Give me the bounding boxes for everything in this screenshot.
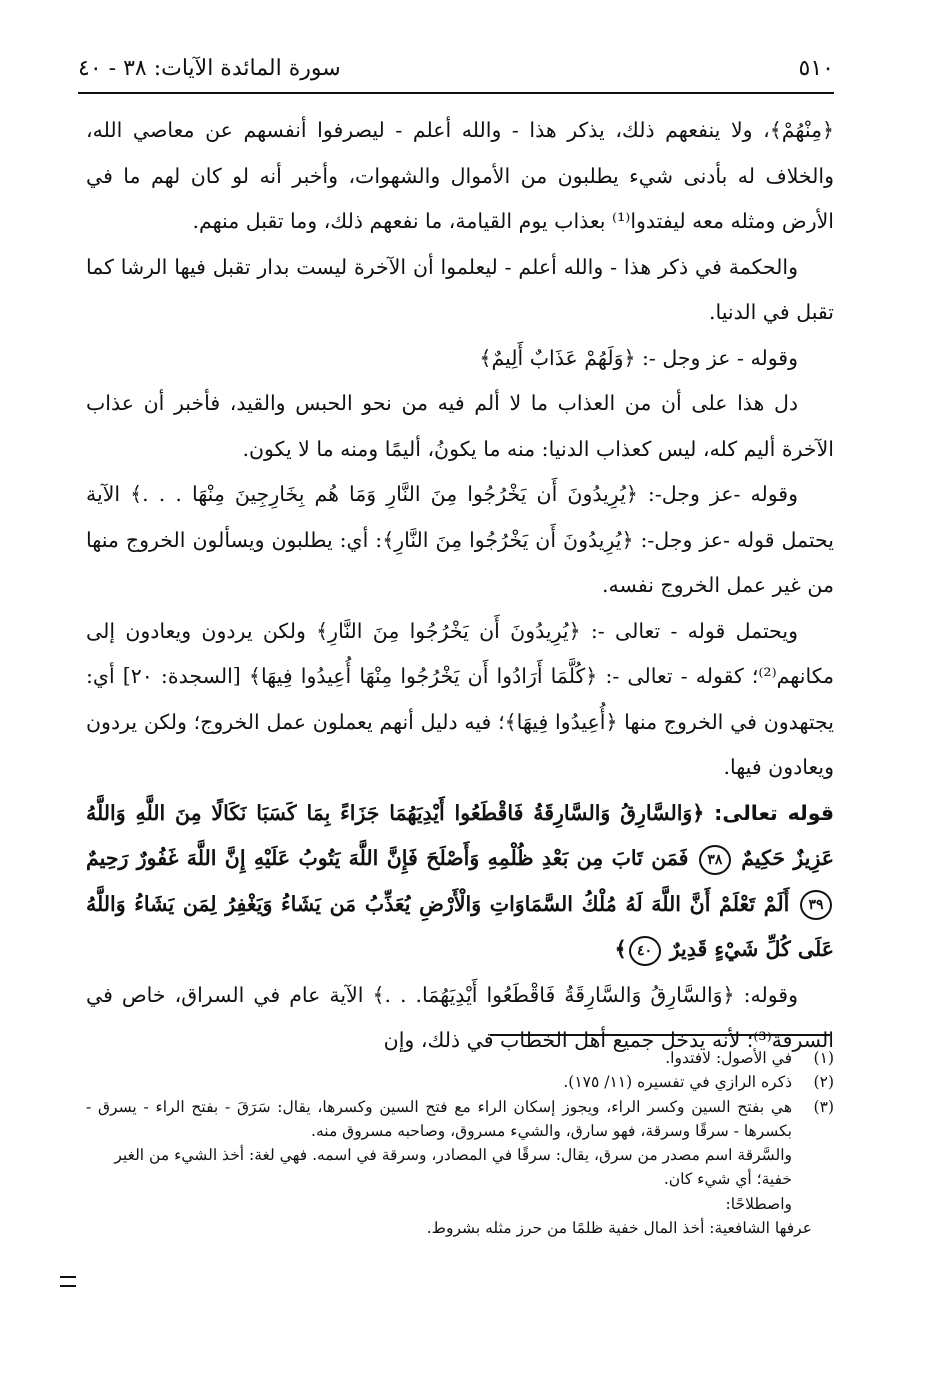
paragraph: ويحتمل قوله - تعالى -: ﴿يُرِيدُونَ أَن يَخْرُجُوا مِنَ النَّارِ﴾ ولكن يردون ويعادون إلى مكانهم⁽²⁾؛ كقوله - تعالى -: ﴿كُلَّمَا أَرَادُوا أَن يَخْرُجُوا مِنْهَا أُعِيدُوا فِيهَا﴾ [السجدة: ٢٠] أي: يجتهدون في الخروج منها ﴿أُعِيدُوا فِيهَا﴾؛ فيه دليل أنهم يعملون عمل الخروج؛ ولكن يردون ويعادون فيها. xyxy=(86,618,834,779)
footnote xyxy=(86,1095,834,1144)
footnotes xyxy=(86,1046,834,1240)
footnote-continuation: واصطلاحًا: xyxy=(725,1194,792,1213)
verse-lead: قوله تعالى: xyxy=(714,800,834,825)
footnote xyxy=(86,1070,834,1094)
verse-text: ﴿وَالسَّارِقُ وَالسَّارِقَةُ فَاقْطَعُوا أَيْدِيَهُمَا جَزَاءً بِمَا كَسَبَا نَكَالًا مِنَ اللَّهِ وَاللَّهُ عَزِيزٌ حَكِيمٌ xyxy=(86,800,834,870)
main-text xyxy=(86,108,834,1064)
footnote-text: هي بفتح السين وكسر الراء، ويجوز إسكان الراء مع فتح السين وكسرها، يقال: سَرَقَ - بفتح الراء - يسرق - بكسرها - سرقًا وسرقة، فهو سارق، والشيء مسروق، وصاحبه مسروق منه. xyxy=(86,1097,792,1140)
footnote-text: ذكره الرازي في تفسيره (١١/ ١٧٥). xyxy=(563,1073,792,1092)
verse-number-mark: ٤٠ xyxy=(629,936,661,966)
page-header xyxy=(78,52,834,94)
footnote-number: (١) xyxy=(813,1049,834,1067)
margin-mark xyxy=(60,1276,76,1287)
footnote-number: (٣) xyxy=(813,1097,834,1116)
paragraph: وقوله -عز وجل-: ﴿يُرِيدُونَ أَن يَخْرُجُوا مِنَ النَّارِ وَمَا هُم بِخَارِجِينَ مِنْهَا . . .﴾ الآية يحتمل قوله -عز وجل-: ﴿يُرِيدُونَ أَن يَخْرُجُوا مِنَ النَّارِ﴾: أي: يطلبون ويسألون الخروج منها من غير عمل الخروج نفسه. xyxy=(86,482,834,597)
verse-text: فَمَن تَابَ مِن بَعْدِ ظُلْمِهِ وَأَصْلَحَ فَإِنَّ اللَّهَ يَتُوبُ عَلَيْهِ إِنَّ اللَّهَ غَفُورٌ رَحِيمٌ xyxy=(86,846,689,870)
footnote-text: في الأصول: لافتدوا. xyxy=(665,1049,792,1067)
footnote-continuation: والسَّرقة اسم مصدر من سرق، يقال: سرقًا في المصادر، وسرقة في اسمه. فهي لغة: أخذ الشيء من الغير خفية؛ أي شيء كان. xyxy=(114,1146,792,1189)
verse-number-mark: ٣٩ xyxy=(800,890,832,920)
page-number: ٥١٠ xyxy=(798,56,834,81)
verse-number-mark: ٣٨ xyxy=(699,845,731,875)
verse-block xyxy=(86,791,834,973)
paragraph: وقوله - عز وجل -: ﴿وَلَهُمْ عَذَابٌ أَلِيمٌ﴾ xyxy=(479,345,798,370)
verse-text: أَلَمْ تَعْلَمْ أَنَّ اللَّهَ لَهُ مُلْكُ السَّمَاوَاتِ وَالْأَرْضِ يُعَذِّبُ مَن يَشَاءُ وَيَغْفِرُ لِمَن يَشَاءُ وَاللَّهُ عَلَى كُلِّ شَيْءٍ قَدِيرٌ xyxy=(86,891,834,961)
footnote-continuation: عرفها الشافعية: أخذ المال خفية ظلمًا من حرز مثله بشروط. xyxy=(426,1219,812,1238)
paragraph: والحكمة في ذكر هذا - والله أعلم - ليعلموا أن الآخرة ليست بدار تقبل فيها الرشا كما تقبل في الدنيا. xyxy=(86,254,834,324)
paragraph: وقوله: ﴿وَالسَّارِقُ وَالسَّارِقَةُ فَاقْطَعُوا أَيْدِيَهُمَا. . .﴾ الآية عام في السراق، خاص في السرقة⁽³⁾؛ لأنه يدخل جميع أهل الخطاب في ذلك، وإن xyxy=(86,982,834,1052)
paragraph: دل هذا على أن من العذاب ما لا ألم فيه من نحو الحبس والقيد، فأخبر أن عذاب الآخرة أليم كله، ليس كعذاب الدنيا: منه ما يكونُ، أليمًا ومنه ما لا يكون. xyxy=(86,391,834,461)
footnote-divider xyxy=(490,1034,830,1036)
running-title: سورة المائدة الآيات: ٣٨ - ٤٠ xyxy=(78,56,341,81)
paragraph: ﴿مِنْهُمْ﴾، ولا ينفعهم ذلك، يذكر هذا - والله أعلم - ليصرفوا أنفسهم عن معاصي الله، والخلاف له بأدنى شيء يطلبون من الأموال والشهوات، وأخبر أنه لو كان لهم ما في الأرض ومثله معه ليفتدوا⁽¹⁾ بعذاب يوم القيامة، ما نفعهم ذلك، وما تقبل منهم. xyxy=(86,118,834,233)
footnote xyxy=(86,1046,834,1070)
verse-close: ﴾ xyxy=(614,937,627,961)
footnote-number: (٢) xyxy=(813,1073,834,1092)
